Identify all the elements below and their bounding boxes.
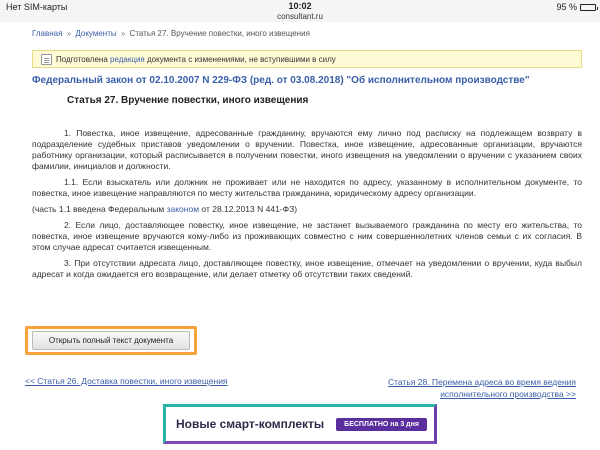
open-full-text-highlight bbox=[25, 326, 197, 355]
breadcrumb-home[interactable]: Главная bbox=[32, 29, 63, 38]
status-bar bbox=[0, 0, 600, 22]
article-title: Статья 27. Вручение повестки, иного извещения bbox=[67, 95, 309, 106]
law-link[interactable]: законом bbox=[166, 204, 200, 214]
promo-banner[interactable] bbox=[163, 404, 437, 444]
edition-link[interactable]: редакция bbox=[110, 54, 145, 64]
paragraph-2: 2. Если лицо, доставляющее повестку, иное извещение, не застанет вызываемого гражданина по месту его жительства, то повестка, иное извещение вручаются кому-либо из проживающих совместно с ним совершеннолетних членов семьи с их согласия. В этом случае адресат считается извещенным. bbox=[32, 220, 582, 252]
document-icon bbox=[41, 54, 52, 65]
note-suffix: от 28.12.2013 N 441-ФЗ) bbox=[201, 204, 298, 214]
breadcrumb-separator: » bbox=[120, 29, 126, 38]
breadcrumb-documents[interactable]: Документы bbox=[75, 29, 117, 38]
open-full-text-button[interactable]: Открыть полный текст документа bbox=[32, 331, 190, 350]
note-prefix: (часть 1.1 введена Федеральным bbox=[32, 204, 165, 214]
banner-badge: БЕСПЛАТНО на 3 дня bbox=[336, 418, 427, 431]
paragraph-1: 1. Повестка, иное извещение, адресованные гражданину, вручаются ему лично под расписку на подлежащем возврату в подразделение судебных приставов уведомлении о вручении. Повестка, иное извещение, адресованные организации, вручаются работнику организации, который расписывается в получении повестки, иного извещения на уведомлении о вручении с указанием своих фамилии, инициалов и должности. bbox=[32, 128, 582, 171]
next-link-line2: исполнительного производства >> bbox=[440, 389, 576, 399]
notice-suffix: документа с изменениями, не вступившими в силу bbox=[146, 54, 336, 64]
paragraph-1-1: 1.1. Если взыскатель или должник не проживает или не находится по адресу, указанному в исполнительном документе, то повестка, иное извещение направляются по месту жительства гражданина, юридическому адресу организации. bbox=[32, 177, 582, 198]
breadcrumb-current: Статья 27. Вручение повестки, иного извещения bbox=[129, 29, 310, 38]
edition-notice bbox=[32, 50, 582, 68]
battery-icon bbox=[580, 4, 596, 11]
battery-percent: 95 % bbox=[556, 2, 577, 12]
banner-text: Новые смарт-комплекты bbox=[176, 417, 325, 431]
address-bar[interactable]: consultant.ru bbox=[277, 12, 323, 21]
carrier-label: Нет SIM-карты bbox=[6, 2, 68, 12]
notice-prefix: Подготовлена bbox=[56, 54, 108, 64]
article-body bbox=[32, 128, 582, 280]
paragraph-3: 3. При отсутствии адресата лицо, доставляющее повестку, иное извещение, отмечает на уведомлении о вручении, куда выбыл адресат и когда ожидается его возвращение, или делает отметку об отсутствии таких сведений. bbox=[32, 258, 582, 279]
clock: 10:02 bbox=[288, 1, 312, 11]
next-article-link[interactable] bbox=[388, 376, 576, 400]
breadcrumb-separator: » bbox=[66, 29, 72, 38]
breadcrumb bbox=[32, 29, 582, 38]
law-title[interactable]: Федеральный закон от 02.10.2007 N 229-ФЗ (ред. от 03.08.2018) "Об исполнительном производстве" bbox=[32, 75, 530, 86]
battery-indicator bbox=[556, 2, 596, 12]
page-content bbox=[32, 22, 582, 285]
amendment-note bbox=[32, 204, 582, 215]
prev-article-link[interactable]: << Статья 26. Доставка повестки, иного извещения bbox=[25, 376, 228, 386]
next-link-line1: Статья 28. Перемена адреса во время ведения bbox=[387, 377, 576, 387]
